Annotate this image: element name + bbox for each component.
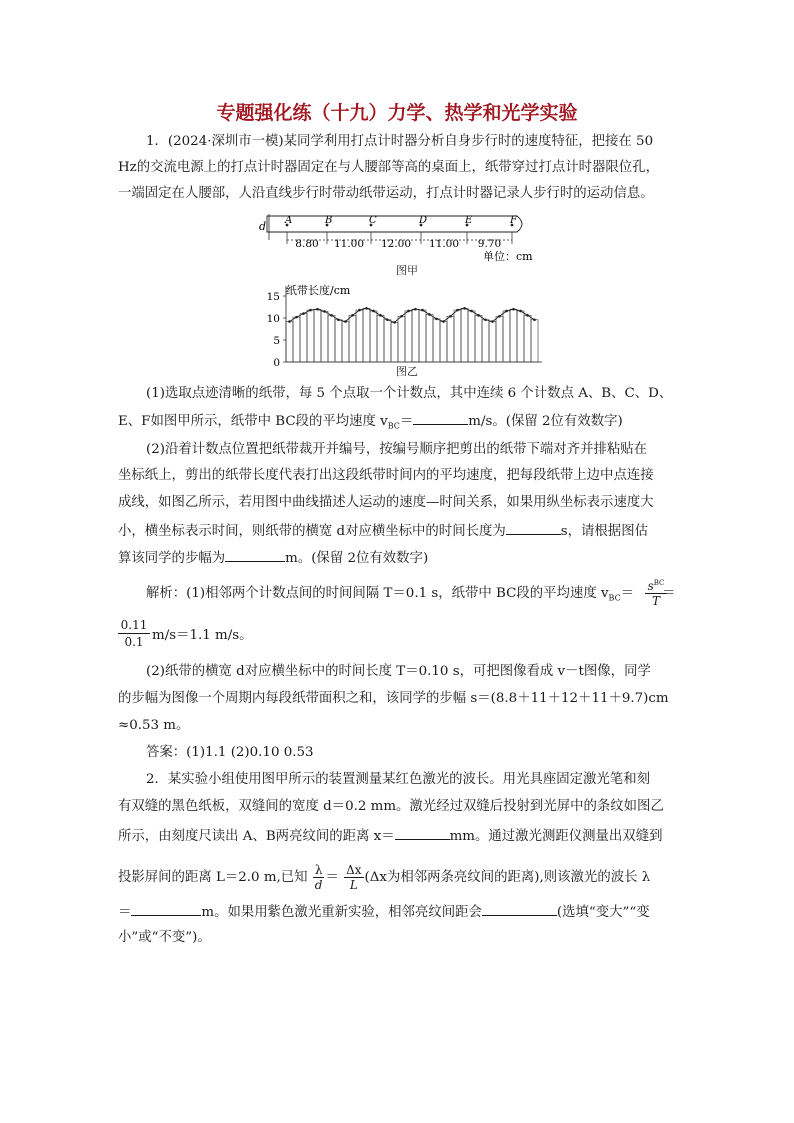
p1b-text: E、F如图甲所示，纸带中 BC段的平均速度 v (118, 414, 388, 429)
q1-part2-line4 (118, 520, 648, 542)
bar-midpoint-4 (309, 309, 312, 312)
bar-midpoint-30 (491, 320, 494, 323)
y-tick-label-0: 0 (273, 357, 280, 369)
solution-line5: ≈0.53 m。 (118, 718, 190, 733)
bar-17 (398, 316, 405, 362)
q2l4-tail: (Δx为相邻两条亮纹间的距离),则该激光的波长 λ (364, 870, 651, 885)
bar-18 (405, 311, 412, 362)
y-tick-label-10: 10 (266, 313, 280, 325)
point-label-B: B (325, 215, 333, 226)
d-label: d (259, 220, 267, 233)
bar-midpoint-6 (323, 310, 326, 313)
bar-25 (454, 310, 461, 362)
bar-3 (300, 314, 307, 362)
bar-midpoint-15 (386, 318, 389, 321)
bar-midpoint-1 (288, 320, 291, 323)
bar-midpoint-32 (505, 310, 508, 313)
bar-midpoint-3 (302, 312, 305, 315)
bar-midpoint-31 (498, 315, 501, 318)
bar-midpoint-29 (484, 318, 487, 321)
bar-14 (377, 315, 384, 362)
figure-a-tape (255, 210, 545, 268)
bar-midpoint-17 (400, 315, 403, 318)
q2l4-text: 投影屏间的距离 L＝2.0 m,已知 (118, 870, 308, 885)
p1b-tail: m/s。(保留 2位有效数字) (468, 414, 623, 429)
vbc-subscript: BC (387, 421, 400, 431)
q2l3-text: 所示，由刻度尺读出 A、B两亮纹间的距离 x＝ (118, 829, 395, 844)
bar-10 (349, 315, 356, 362)
bar-31 (496, 316, 503, 362)
fraction-011-over-01 (118, 617, 150, 650)
bar-midpoint-18 (407, 310, 410, 313)
bar-midpoint-12 (365, 307, 368, 310)
bar-midpoint-19 (414, 308, 417, 311)
q1-part1-line2 (118, 410, 623, 437)
bar-35 (524, 315, 531, 362)
q2-line6: 小”或“不变”)。 (118, 930, 211, 945)
bar-1 (286, 322, 293, 362)
sol1-end-eq: ＝ (662, 586, 676, 601)
answer-blank-vbc[interactable] (413, 410, 468, 425)
q2l5-tail: (选填“变大”“变 (556, 905, 650, 920)
figure-b-caption: 图乙 (396, 365, 418, 378)
p2d-text: 小，横坐标表示时间，则纸带的横宽 d对应横坐标中的时间长度为 (118, 524, 506, 539)
bar-midpoint-7 (330, 314, 333, 317)
tape-strip (267, 216, 522, 232)
segment-length-4: 11.00 (428, 238, 460, 250)
q1-line2: Hz的交流电源上的打点计时器固定在与人腰部等高的桌面上，纸带穿过打点计时器限位孔， (118, 160, 659, 175)
bar-34 (517, 311, 524, 362)
bar-24 (447, 316, 454, 362)
bar-33 (510, 309, 517, 362)
bar-midpoint-23 (442, 320, 445, 323)
answer-blank-stride[interactable] (225, 547, 285, 562)
bar-midpoint-36 (533, 318, 536, 321)
answer-blank-distance[interactable] (395, 825, 450, 840)
point-label-E: E (465, 215, 473, 226)
point-label-A: A (285, 215, 293, 226)
bar-midpoint-13 (372, 310, 375, 313)
page-title: 专题强化练（十九）力学、热学和光学实验 (216, 102, 578, 124)
point-label-C: C (369, 215, 377, 226)
p2e-text: 算该同学的步幅为 (118, 551, 226, 566)
bar-23 (440, 322, 447, 362)
solution-line4: 的步幅为图像一个周期内每段纸带面积之和，该同学的步幅 s＝(8.8＋11＋12＋11＋9.7)cm (118, 691, 669, 706)
tape-drawing (267, 214, 522, 250)
answer-blank-wavelength[interactable] (131, 901, 201, 916)
figure-a-caption: 图甲 (396, 264, 418, 277)
q1-part1-line1: (1)选取点迹清晰的纸带，每 5 个点取一个计数点，其中连续 6 个计数点 A、B、C、D、 (146, 386, 673, 401)
bar-32 (503, 311, 510, 362)
q1-line1: 1．(2024·深圳市一模)某同学利用打点计时器分析自身步行时的速度特征，把接在 50 (146, 134, 654, 149)
frac-num-sub: BC (653, 579, 665, 587)
bar-8 (335, 320, 342, 362)
fraction-dx-over-l (344, 863, 363, 892)
bar-9 (342, 322, 349, 362)
frac2-den: 0.1 (124, 635, 144, 649)
bar-36 (531, 320, 538, 362)
q2-line5 (118, 901, 650, 923)
bar-midpoint-27 (470, 310, 473, 313)
bar-midpoint-25 (456, 309, 459, 312)
y-tick-label-5: 5 (273, 335, 280, 347)
lambda-num: λ (314, 863, 323, 877)
bar-28 (475, 315, 482, 362)
unit-label: 单位：cm (483, 250, 533, 263)
bar-15 (384, 320, 391, 362)
bar-midpoint-35 (526, 314, 529, 317)
bar-midpoint-16 (393, 321, 396, 324)
bar-30 (489, 322, 496, 362)
sol1-text: 解析：(1)相邻两个计数点间的时间间隔 T＝0.1 s，纸带中 BC段的平均速度 v (146, 586, 609, 601)
solution-line3: (2)纸带的横宽 d对应横坐标中的时间长度 T＝0.10 s，可把图像看成 v－t图像，同学 (146, 664, 651, 679)
q2l4-eq: ＝ (325, 870, 339, 885)
fraction-lambda-over-d (313, 863, 325, 892)
q2l5-eq: ＝ (118, 905, 132, 920)
bar-midpoint-11 (358, 309, 361, 312)
bar-midpoint-34 (519, 310, 522, 313)
q1-part2-line3: 成线，如图乙所示，若用图中曲线描述人运动的速度—时间关系，如果用纵坐标表示速度大 (118, 495, 654, 510)
solution-line1 (146, 584, 634, 609)
bar-midpoint-24 (449, 315, 452, 318)
answer-blank-time[interactable] (506, 520, 561, 535)
bar-midpoint-9 (344, 320, 347, 323)
bar-midpoint-20 (421, 309, 424, 312)
dx-num: Δx (346, 863, 362, 877)
q2-line1: 2．某实验小组使用图甲所示的装置测量某红色激光的波长。用光具座固定激光笔和刻 (146, 772, 650, 787)
q1-part2-line2: 坐标纸上，剪出的纸带长度代表打出这段纸带时间内的平均速度，把每段纸带上边中点连接 (118, 468, 654, 483)
bar-11 (356, 310, 363, 362)
bar-midpoint-22 (435, 318, 438, 321)
bar-midpoint-28 (477, 314, 480, 317)
bar-29 (482, 320, 489, 362)
bar-7 (328, 315, 335, 362)
segment-length-2: 11.00 (333, 238, 365, 250)
y-tick-label-15: 15 (266, 291, 280, 303)
q2l5-text: m。如果用紫色激光重新实验，相邻亮纹间距会 (201, 905, 482, 920)
bar-midpoint-2 (295, 316, 298, 319)
bar-16 (391, 322, 398, 362)
bar-midpoint-33 (512, 308, 515, 311)
q1-line3: 一端固定在人腰部，人沿直线步行时带动纸带运动，打点计时器记录人步行时的运动信息。 (118, 186, 654, 201)
bar-12 (363, 308, 370, 362)
bar-4 (307, 310, 314, 362)
bar-midpoint-26 (463, 307, 466, 310)
point-label-F: F (510, 215, 517, 226)
answer-blank-change[interactable] (482, 901, 557, 916)
bar-22 (433, 319, 440, 362)
bar-6 (321, 311, 328, 362)
frac2-num: 0.11 (118, 617, 150, 634)
sol1-eq: ＝ (620, 586, 635, 601)
bar-21 (426, 314, 433, 362)
bar-27 (468, 311, 475, 362)
sol1-subscript: BC (608, 593, 621, 603)
q1-part2-line5 (118, 547, 428, 569)
l-den: L (349, 878, 358, 892)
d-den: d (314, 878, 323, 892)
frac-num: s (647, 579, 654, 593)
y-axis-label: 纸带长度/cm (286, 284, 351, 297)
bar-midpoint-8 (337, 318, 340, 321)
p1b-eq: ＝ (399, 414, 414, 429)
answer-line: 答案：(1)1.1 (2)0.10 0.53 (146, 745, 314, 760)
q2l3-tail: mm。通过激光测距仪测量出双缝到 (449, 829, 663, 844)
solution-line2: m/s＝1.1 m/s。 (152, 628, 253, 643)
segment-length-3: 12.00 (380, 238, 412, 250)
q1-part2-line1: (2)沿着计数点位置把纸带裁开并编号，按编号顺序把剪出的纸带下端对齐并排粘贴在 (146, 442, 648, 457)
segment-length-5: 9.70 (477, 238, 502, 250)
q2-line3 (118, 825, 662, 847)
bar-26 (461, 308, 468, 362)
bar-midpoint-14 (379, 314, 382, 317)
bar-19 (412, 309, 419, 362)
p2e-tail: m。(保留 2位有效数字) (285, 551, 429, 566)
bar-2 (293, 317, 300, 362)
bar-20 (419, 310, 426, 362)
frac-den: T (651, 594, 660, 608)
q2-line2: 有双缝的黑色纸板，双缝间的宽度 d＝0.2 mm。激光经过双缝后投射到光屏中的条纹如图乙 (118, 799, 664, 814)
bar-13 (370, 311, 377, 362)
segment-length-1: 8.80 (295, 238, 319, 250)
bar-5 (314, 309, 321, 362)
bar-midpoint-10 (351, 314, 354, 317)
bar-midpoint-5 (316, 308, 319, 311)
p2d-tail: s，请根据图估 (560, 524, 648, 539)
point-label-D: D (419, 215, 428, 226)
bar-midpoint-21 (428, 313, 431, 316)
q2-line4 (118, 863, 650, 892)
